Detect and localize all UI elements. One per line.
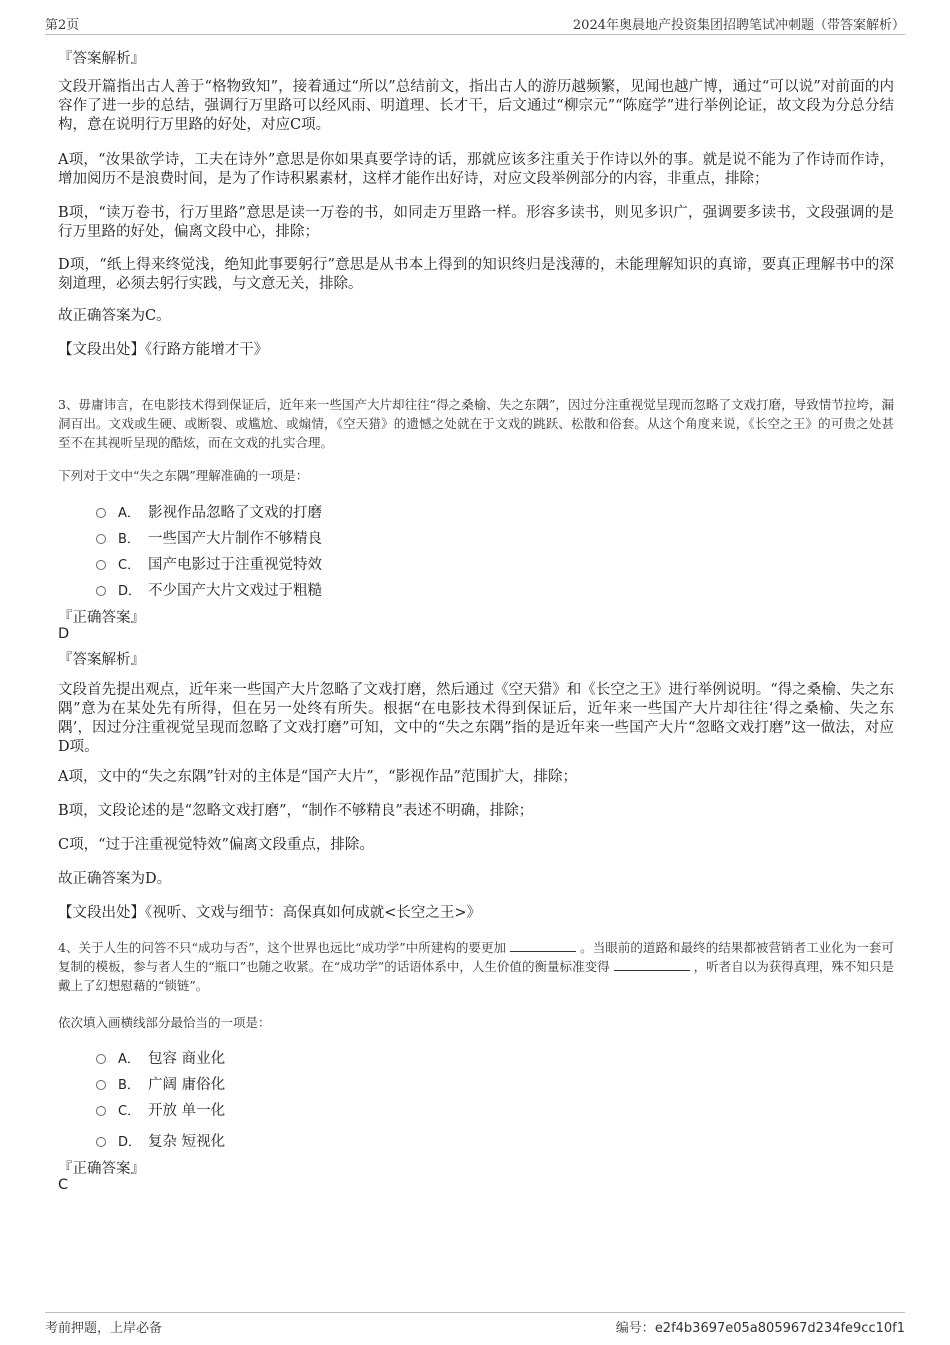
q3-answer-heading: 『正确答案』 bbox=[58, 610, 145, 626]
q3-analysis-heading: 『答案解析』 bbox=[58, 652, 145, 668]
radio-icon[interactable] bbox=[96, 586, 106, 596]
q3-source: 【文段出处】《视听、文戏与细节：高保真如何成就<长空之王>》 bbox=[58, 905, 482, 921]
q4-option-b[interactable]: B． 广阔 庸俗化 bbox=[96, 1073, 225, 1093]
q3-option-b[interactable]: B． 一些国产大片制作不够精良 bbox=[96, 527, 322, 547]
q3-option-d[interactable]: D． 不少国产大片文戏过于粗糙 bbox=[96, 579, 322, 599]
q3-analysis-para-c: C项，“过于注重视觉特效”偏离文段重点，排除。 bbox=[58, 837, 374, 853]
q2-analysis-heading: 『答案解析』 bbox=[58, 51, 145, 67]
q3-option-a[interactable]: A． 影视作品忽略了文戏的打磨 bbox=[96, 501, 322, 521]
document-title: 2024年奥晨地产投资集团招聘笔试冲刺题（带答案解析） bbox=[572, 18, 905, 33]
page-header bbox=[45, 14, 905, 35]
q4-answer-heading: 『正确答案』 bbox=[58, 1161, 145, 1177]
radio-icon[interactable] bbox=[96, 534, 106, 544]
q2-conclusion: 故正确答案为C。 bbox=[58, 308, 171, 324]
footer-slogan: 考前押题，上岸必备 bbox=[45, 1321, 163, 1336]
q3-stem: 3、毋庸讳言，在电影技术得到保证后，近年来一些国产大片却往往“得之桑榆、失之东隅”，因过分注重视觉呈现而忽略了文戏打磨，导致情节拉垮，漏洞百出。文戏或生硬、或断裂、或尴尬、或煽情，《空天猎》的遗憾之处就在于文戏的跳跃、松散和俗套。从这个角度来说，《长空之王》的可贵之处甚至不在其视听呈现的酷炫，而在文戏的扎实合理。 bbox=[58, 397, 894, 450]
q3-analysis-para-b: B项，文段论述的是“忽略文戏打磨”，“制作不够精良”表述不明确，排除； bbox=[58, 803, 534, 819]
radio-icon[interactable] bbox=[96, 508, 106, 518]
page-footer bbox=[45, 1312, 905, 1335]
q2-analysis-para1: 文段开篇指出古人善于“格物致知”，接着通过“所以”总结前文，指出古人的游历越频繁，见闻也越广博，通过“可以说”对前面的内容作了进一步的总结，强调行万里路可以经风雨、明道理、长才干，后文通过“柳宗元”“陈庭学”进行举例论证，故文段为分总分结构，意在说明行万里路的好处，对应C项。 bbox=[58, 79, 894, 133]
radio-icon[interactable] bbox=[96, 1080, 106, 1090]
radio-icon[interactable] bbox=[96, 1106, 106, 1116]
q3-analysis-para1: 文段首先提出观点，近年来一些国产大片忽略了文戏打磨，然后通过《空天猎》和《长空之王》进行举例说明。“得之桑榆、失之东隅”意为在某处先有所得，但在另一处终有所失。根据“在电影技术得到保证后，近年来一些国产大片却往往‘得之桑榆、失之东隅’，因过分注重视觉呈现而忽略了文戏打磨”可知，文中的“失之东隅”指的是近年来一些国产大片“忽略文戏打磨”这一做法，对应D项。 bbox=[58, 682, 894, 755]
page-number: 第2页 bbox=[45, 18, 80, 33]
q3-analysis-para-a: A项，文中的“失之东隅”针对的主体是“国产大片”，“影视作品”范围扩大，排除； bbox=[58, 769, 577, 785]
document-code: 编号：e2f4b3697e05a805967d234fe9cc10f1 bbox=[615, 1321, 905, 1336]
q3-prompt: 下列对于文中“失之东隅”理解准确的一项是： bbox=[58, 468, 309, 483]
q2-source: 【文段出处】《行路方能增才干》 bbox=[58, 342, 269, 358]
q3-answer: D bbox=[58, 626, 70, 642]
q4-answer: C bbox=[58, 1177, 69, 1193]
q4-option-a[interactable]: A． 包容 商业化 bbox=[96, 1047, 225, 1067]
q4-prompt: 依次填入画横线部分最恰当的一项是： bbox=[58, 1015, 271, 1030]
radio-icon[interactable] bbox=[96, 1054, 106, 1064]
q3-conclusion: 故正确答案为D。 bbox=[58, 871, 172, 887]
q2-analysis-para-a: A项，“汝果欲学诗，工夫在诗外”意思是你如果真要学诗的话，那就应该多注重关于作诗以外的事。就是说不能为了作诗而作诗，增加阅历不是浪费时间，是为了作诗积累素材，这样才能作出好诗，对应文段举例部分的内容，非重点，排除； bbox=[58, 152, 894, 187]
fill-blank-1[interactable] bbox=[510, 938, 576, 952]
q2-analysis-para-d: D项，“纸上得来终觉浅，绝知此事要躬行”意思是从书本上得到的知识终归是浅薄的，未能理解知识的真谛，要真正理解书中的深刻道理，必须去躬行实践，与文意无关，排除。 bbox=[58, 257, 894, 292]
radio-icon[interactable] bbox=[96, 560, 106, 570]
q4-stem: 4、关于人生的问答不只“成功与否”，这个世界也远比“成功学”中所建构的要更加 。当眼前的道路和最终的结果都被营销者工业化为一套可复制的模板，参与者人生的“瓶口”也随之收紧。在“成功学”的话语体系中，人生价值的衡量标准变得 ，听者自以为获得真理，殊不知只是戴上了幻想慰藉的“锁链”。 bbox=[58, 940, 894, 993]
q3-option-c[interactable]: C． 国产电影过于注重视觉特效 bbox=[96, 553, 322, 573]
q4-option-d[interactable]: D． 复杂 短视化 bbox=[96, 1130, 225, 1150]
fill-blank-2[interactable] bbox=[614, 957, 690, 971]
q2-analysis-para-b: B项，“读万卷书，行万里路”意思是读一万卷的书，如同走万里路一样。形容多读书，则见多识广，强调要多读书，文段强调的是行万里路的好处，偏离文段中心，排除； bbox=[58, 205, 894, 240]
q4-option-c[interactable]: C． 开放 单一化 bbox=[96, 1099, 225, 1119]
radio-icon[interactable] bbox=[96, 1137, 106, 1147]
